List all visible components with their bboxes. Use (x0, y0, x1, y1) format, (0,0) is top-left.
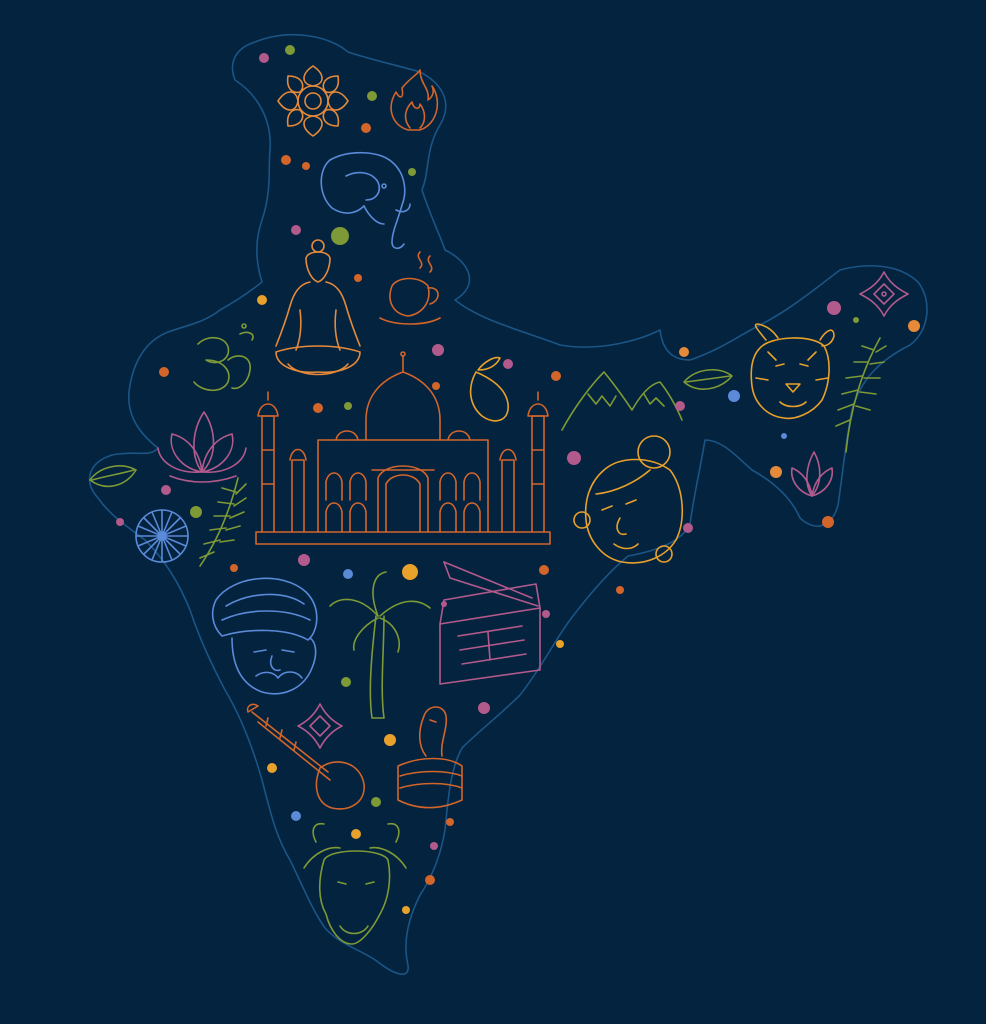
snake-basket-icon (398, 707, 462, 808)
mountains-icon (562, 372, 682, 430)
lotus-small-icon (792, 452, 833, 496)
decorative-dots (116, 45, 920, 914)
lotus-icon (158, 412, 246, 482)
bull-icon (304, 824, 406, 944)
rangoli-icon (860, 272, 908, 316)
om-symbol-icon (194, 324, 253, 390)
fern-leaf-icon (836, 338, 886, 452)
palm-tree-icon (330, 572, 430, 718)
ashoka-chakra-icon (136, 510, 188, 562)
flower-icon (278, 66, 348, 136)
clapperboard-icon (440, 562, 540, 684)
india-map-outline (90, 35, 927, 974)
leaf-icon (90, 466, 136, 486)
taj-mahal-icon (256, 352, 550, 544)
mango-icon (471, 358, 509, 421)
tiger-icon (751, 324, 834, 418)
fern-leaf-icon (200, 478, 246, 566)
rangoli-icon (298, 704, 342, 748)
meditating-person-icon (276, 240, 360, 375)
leaf-icon (684, 370, 732, 389)
woman-face-icon (574, 436, 682, 563)
turbaned-man-icon (213, 578, 317, 693)
tea-cup-icon (380, 252, 440, 324)
